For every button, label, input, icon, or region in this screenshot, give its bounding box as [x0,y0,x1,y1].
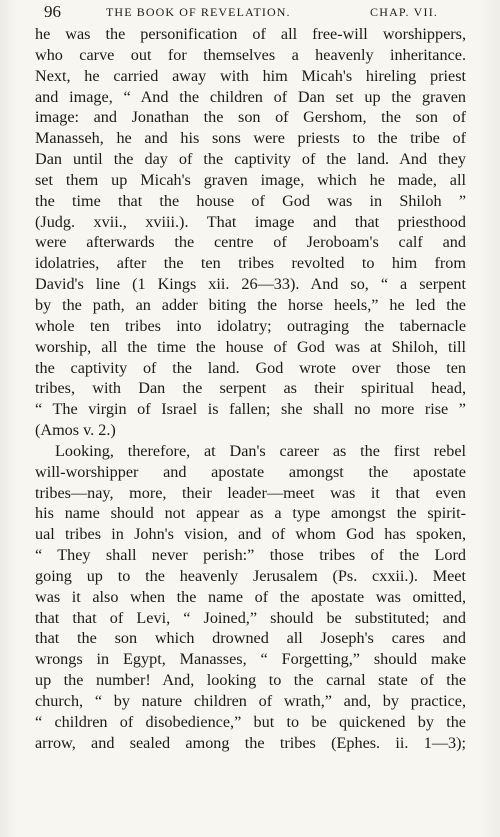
text-line: set them up Micah's graven image, which he made, all [35,170,466,189]
body-text [35,24,466,754]
text-line: arrow, and sealed among the tribes (Ephes. ii. 1—3); [35,733,466,752]
text-line: who carve out for themselves a heavenly inheritance. [35,45,466,64]
text-line: “ children of disobedience,” but to be quickened by the [35,712,466,731]
text-line: Next, he carried away with him Micah's hireling priest [35,66,466,85]
running-head: THE BOOK OF REVELATION. [106,5,291,19]
text-line: ual tribes in John's vision, and of whom God has spoken, [35,525,466,544]
page-header [44,2,454,22]
text-line: that that of Levi, “ Joined,” should be substituted; and [35,608,466,627]
text-line: his name should not appear as a type amongst the spirit- [35,504,466,523]
text-line: the captivity of the land. God wrote over those ten [35,358,466,377]
text-line: (Amos v. 2.) [35,421,116,440]
text-line: church, “ by nature children of wrath,” and, by practice, [35,692,466,710]
text-line: were afterwards the centre of Jeroboam's calf and [35,233,466,252]
text-line: Looking, therefore, at Dan's career as the first rebel [55,441,466,460]
text-line: tribes, with Dan the serpent as their spiritual head, [35,379,466,398]
text-line: David's line (1 Kings xii. 26—33). And so, “ a serpent [35,275,466,294]
text-line: wrongs in Egypt, Manasses, “ Forgetting,” should make [35,650,466,669]
text-line: worship, all the time the house of God was at Shiloh, till [35,337,466,356]
text-line: he was the personification of all free-will worshippers, [35,25,466,43]
text-line: going up to the heavenly Jerusalem (Ps. cxxii.). Meet [35,566,466,585]
text-line: will-worshipper and apostate amongst the apostate [35,462,466,481]
text-line: whole ten tribes into idolatry; outraging the tabernacle [35,316,466,335]
text-line: idolatries, after the ten tribes revolted to him from [35,254,466,273]
text-line: was it also when the name of the apostate was omitted, [35,587,466,606]
text-line: “ They shall never perish:” those tribes of the Lord [35,546,466,565]
text-line: (Judg. xvii., xviii.). That image and that priesthood [35,212,466,231]
text-line: and image, “ And the children of Dan set up the graven [35,87,466,106]
page-number: 96 [44,2,61,21]
chapter-label: CHAP. VII. [370,5,439,19]
text-line: “ The virgin of Israel is fallen; she shall no more rise ” [35,400,466,419]
paragraph-1 [35,24,466,441]
text-line: tribes—nay, more, their leader—meet was it that even [35,483,466,502]
text-line: up the number! And, looking to the carnal state of the [35,671,466,690]
text-line: that the son which drowned all Joseph's cares and [35,629,466,648]
text-line: Manasseh, he and his sons were priests to the tribe of [35,129,466,148]
text-line: image: and Jonathan the son of Gershom, the son of [35,108,466,127]
text-line: the time that the house of God was in Shiloh ” [35,191,466,210]
paragraph-2 [35,441,466,754]
text-line: Dan until the day of the captivity of the land. And they [35,150,466,169]
text-line: by the path, an adder biting the horse heels,” he led the [35,295,466,314]
